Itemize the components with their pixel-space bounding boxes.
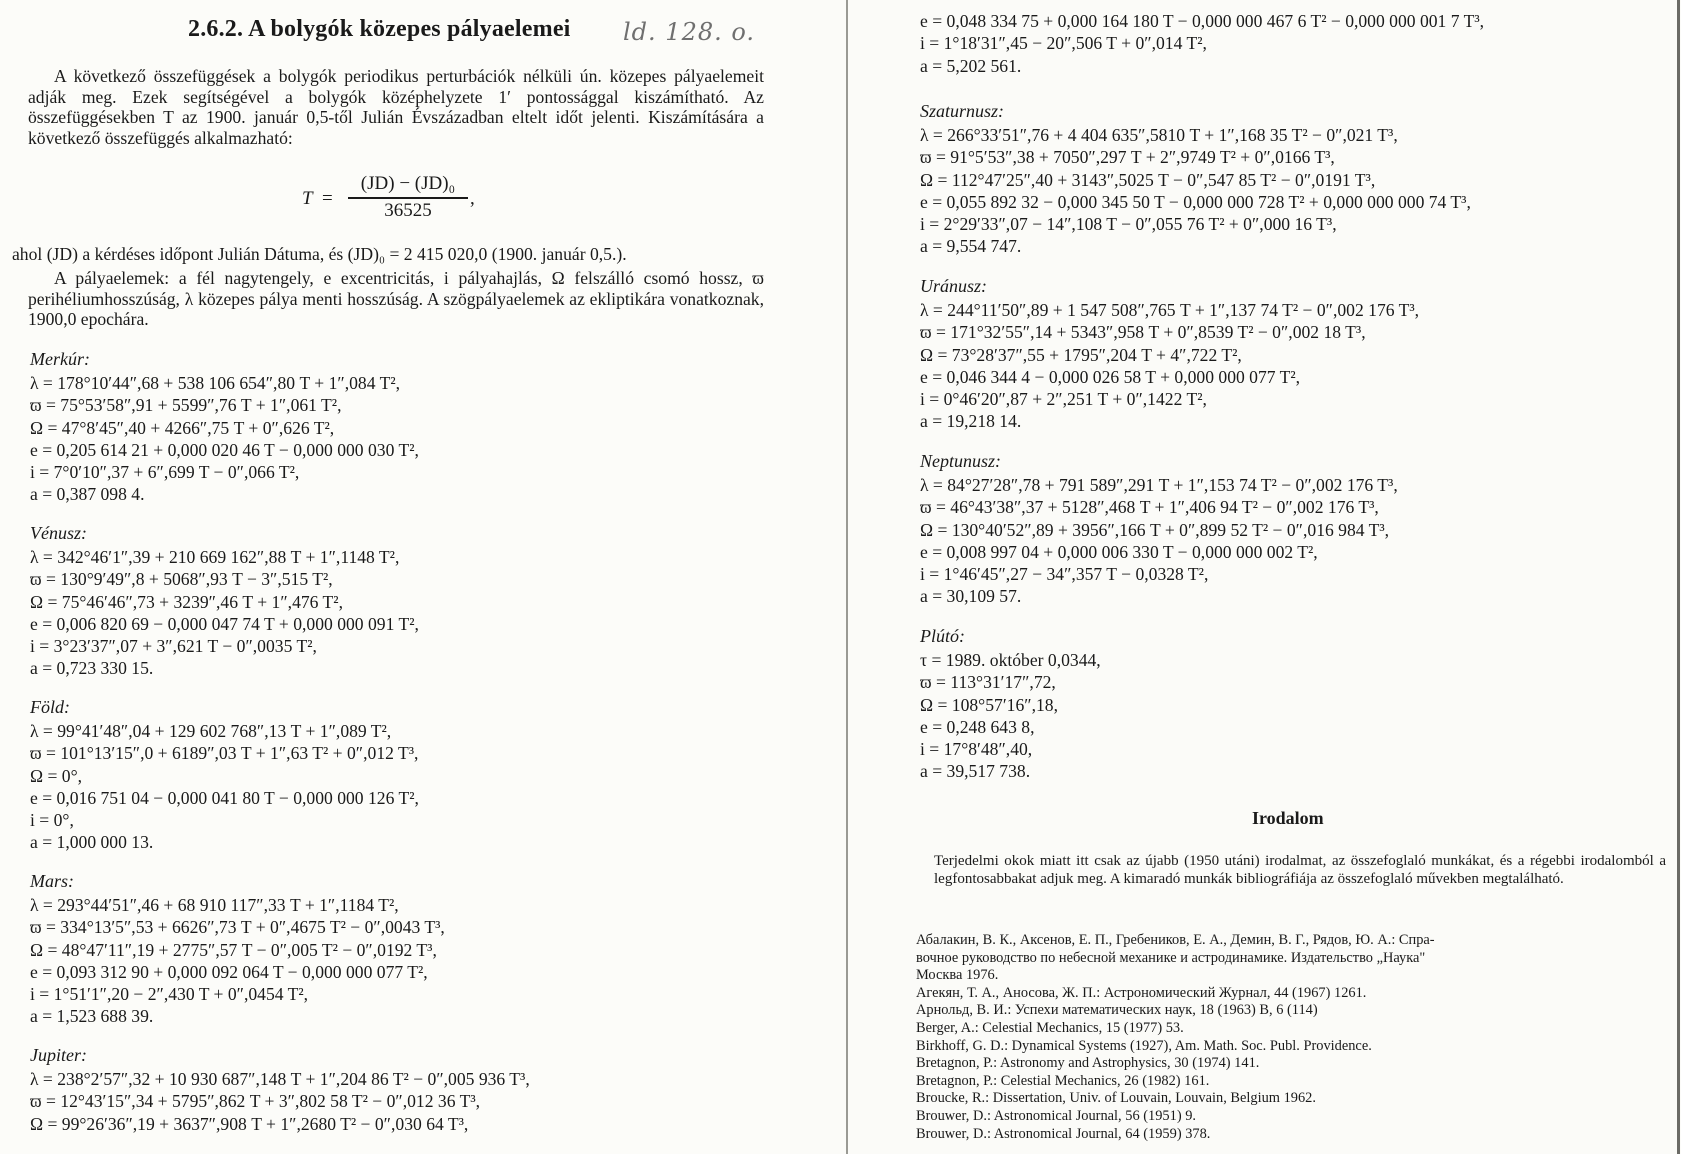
eq-e: e = 0,248 643 8, <box>920 716 1035 737</box>
eq-varpi: ϖ = 75°53′58″,91 + 5599″,76 T + 1″,061 T², <box>30 395 342 416</box>
reference-line: Москва 1976. <box>916 967 999 984</box>
planet-name: Uránusz: <box>920 276 988 296</box>
planet-block-mars <box>30 870 445 1028</box>
reference-item <box>916 932 1666 985</box>
eq-i: i = 17°8′48″,40, <box>920 739 1033 760</box>
reference-item: Bretagnon, P.: Celestial Mechanics, 26 (1982) 161. <box>916 1072 1210 1089</box>
planet-block-pluto <box>920 625 1101 783</box>
eq-omega: Ω = 75°46′46″,73 + 3239″,46 T + 1″,476 T², <box>30 591 343 612</box>
formula-denominator: 36525 <box>384 200 432 221</box>
eq-e: e = 0,046 344 4 − 0,000 026 58 T + 0,000 000 077 T², <box>920 366 1301 387</box>
reference-item: Bretagnon, P.: Astronomy and Astrophysics, 30 (1974) 141. <box>916 1055 1260 1072</box>
intro-paragraph: A következő összefüggések a bolygók periodikus perturbációk nélküli ún. közepes pályaelemeit adják meg. Ezek segítségével a bolygók középhelyzete 1′ pontossággal kiszámítható. Az összefüggésekben T az 1900. január 0,5-től Julián Évszázadban eltelt időt jelenti. Kiszámítására a következő összefüggés alkalmazható: <box>28 66 764 148</box>
eq-omega: Ω = 130°40′52″,89 + 3956″,166 T + 0″,899 52 T² − 0″,016 984 T³, <box>920 519 1390 540</box>
eq-varpi: ϖ = 113°31′17″,72, <box>920 672 1056 693</box>
eq-i: i = 1°46′45″,27 − 34″,357 T − 0,0328 T², <box>920 564 1209 585</box>
reference-item: Birkhoff, G. D.: Dynamical Systems (1927), Am. Math. Soc. Publ. Providence. <box>916 1037 1372 1054</box>
eq-omega: Ω = 47°8′45″,40 + 4266″,75 T + 0″,626 T², <box>30 417 335 438</box>
eq-e: e = 0,008 997 04 + 0,000 006 330 T − 0,000 000 002 T², <box>920 541 1318 562</box>
eq-i: i = 7°0′10″,37 + 6″,699 T − 0″,066 T², <box>30 462 300 483</box>
eq-a: a = 19,218 14. <box>920 411 1022 432</box>
eq-varpi: ϖ = 171°32′55″,14 + 5343″,958 T + 0″,8539 T² − 0″,002 18 T³, <box>920 322 1366 343</box>
eq-i: i = 2°29′33″,07 − 14″,108 T − 0″,055 76 T² + 0″,000 16 T³, <box>920 214 1337 235</box>
literature-heading: Irodalom <box>1252 808 1324 828</box>
formula-equals: = <box>322 188 333 209</box>
time-formula <box>302 173 502 229</box>
formula-lhs: T <box>302 188 313 209</box>
left-page <box>0 0 790 1154</box>
planet-name: Merkúr: <box>30 349 90 369</box>
eq-i: i = 3°23′37″,07 + 3″,621 T − 0″,0035 T², <box>30 636 317 657</box>
handwritten-note: ld. 128. o. <box>623 18 756 46</box>
planet-name: Vénusz: <box>30 523 87 543</box>
reference-line: вочное руководство по небесной механике и астродинамике. Издательство „Наука" <box>916 949 1426 966</box>
eq-lambda: λ = 342°46′1″,39 + 210 669 162″,88 T + 1″,1148 T², <box>30 547 400 567</box>
planet-name: Jupiter: <box>30 1045 87 1065</box>
elements-paragraph: A pályaelemek: a fél nagytengely, e excentricitás, i pályahajlás, Ω felszálló csomó hossz, ϖ perihéliumhosszúság, λ közepes pálya menti hosszúság. A szögpályaelemek az ekliptikára vonatkoznak, 1900,0 epochára. <box>28 268 764 330</box>
planet-name: Mars: <box>30 871 74 891</box>
planet-block-jupiter <box>30 1044 530 1135</box>
reference-item: Broucke, R.: Dissertation, Univ. of Louvain, Louvain, Belgium 1962. <box>916 1090 1316 1107</box>
reference-item: Brouwer, D.: Astronomical Journal, 56 (1951) 9. <box>916 1107 1196 1124</box>
eq-a: a = 9,554 747. <box>920 236 1022 257</box>
eq-varpi: ϖ = 101°13′15″,0 + 6189″,03 T + 1″,63 T² + 0″,012 T³, <box>30 743 419 764</box>
page-edge <box>1677 0 1680 1154</box>
eq-i: i = 0°46′20″,87 + 2″,251 T + 0″,1422 T², <box>920 389 1207 410</box>
eq-omega: Ω = 99°26′36″,19 + 3637″,908 T + 1″,2680 T² − 0″,030 64 T³, <box>30 1113 469 1134</box>
planet-block-merkur <box>30 348 419 506</box>
eq-lambda: λ = 84°27′28″,78 + 791 589″,291 T + 1″,153 74 T² − 0″,002 176 T³, <box>920 475 1398 495</box>
eq-a: a = 1,000 000 13. <box>30 832 154 853</box>
planet-name: Szaturnusz: <box>920 101 1005 121</box>
eq-e: e = 0,093 312 90 + 0,000 092 064 T − 0,000 000 077 T², <box>30 961 428 982</box>
reference-line: Абалакин, В. К., Аксенов, Е. П., Гребеников, Е. А., Демин, В. Г., Рядов, Ю. А.: Спра- <box>916 932 1435 948</box>
eq-omega: Ω = 48°47′11″,19 + 2775″,57 T − 0″,005 T² − 0″,0192 T³, <box>30 939 437 960</box>
eq-a: a = 5,202 561. <box>920 55 1022 76</box>
reference-item: Berger, A.: Celestial Mechanics, 15 (1977) 53. <box>916 1019 1184 1036</box>
eq-lambda: λ = 178°10′44″,68 + 538 106 654″,80 T + 1″,084 T², <box>30 373 401 393</box>
eq-a: a = 0,723 330 15. <box>30 658 154 679</box>
eq-lambda: λ = 266°33′51″,76 + 4 404 635″,5810 T + 1″,168 35 T² − 0″,021 T³, <box>920 125 1398 145</box>
eq-e: e = 0,006 820 69 − 0,000 047 74 T + 0,000 000 091 T², <box>30 613 419 634</box>
planet-name: Plútó: <box>920 626 965 646</box>
eq-omega: Ω = 0°, <box>30 765 83 786</box>
eq-lambda: λ = 238°2′57″,32 + 10 930 687″,148 T + 1″,204 86 T² − 0″,005 936 T³, <box>30 1069 530 1089</box>
section-heading <box>188 14 756 54</box>
planet-block-venusz <box>30 522 419 680</box>
planet-block-neptunusz <box>920 450 1398 608</box>
reference-item: Brouwer, D.: Astronomical Journal, 64 (1959) 378. <box>916 1125 1211 1142</box>
eq-lambda: λ = 244°11′50″,89 + 1 547 508″,765 T + 1″,137 74 T² − 0″,002 176 T³, <box>920 300 1420 320</box>
reference-list <box>916 932 1666 1143</box>
eq-lambda: λ = 293°44′51″,46 + 68 910 117″,33 T + 1″,1184 T², <box>30 895 399 915</box>
planet-name: Föld: <box>30 697 70 717</box>
formula-numerator: (JD) − (JD)₀ <box>360 173 456 194</box>
eq-omega: Ω = 73°28′37″,55 + 1795″,204 T + 4″,722 T², <box>920 344 1242 365</box>
eq-e: e = 0,016 751 04 − 0,000 041 80 T − 0,000 000 126 T², <box>30 787 419 808</box>
eq-a: a = 1,523 688 39. <box>30 1006 154 1027</box>
literature-intro: Terjedelmi okok miatt itt csak az újabb (1950 utáni) irodalmat, az összefoglaló munkákat, és a régebbi irodalomból a legfontosabbakat adjuk meg. A kimaradó munkák bibliográfiája az összefoglaló művekben megtalálható. <box>934 853 1666 887</box>
eq-e: e = 0,055 892 32 − 0,000 345 50 T − 0,000 000 728 T² + 0,000 000 000 74 T³, <box>920 191 1471 212</box>
planet-block-jupiter-cont <box>920 10 1484 77</box>
planet-block-szaturnusz <box>920 100 1471 258</box>
eq-e: e = 0,048 334 75 + 0,000 164 180 T − 0,000 000 467 6 T² − 0,000 000 001 7 T³, <box>920 11 1485 31</box>
reference-item: Арнольд, В. И.: Успехи математических наук, 18 (1963) B, 6 (114) <box>916 1002 1318 1019</box>
eq-varpi: ϖ = 46°43′38″,37 + 5128″,468 T + 1″,406 94 T² − 0″,002 176 T³, <box>920 497 1379 518</box>
eq-a: a = 39,517 738. <box>920 761 1031 782</box>
planet-block-uranusz <box>920 275 1419 433</box>
ahol-paragraph: ahol (JD) a kérdéses időpont Julián Dátuma, és (JD)₀ = 2 415 020,0 (1900. január 0,5.). <box>12 244 627 264</box>
eq-a: a = 30,109 57. <box>920 586 1022 607</box>
eq-i: i = 1°18′31″,45 − 20″,506 T + 0″,014 T², <box>920 33 1207 54</box>
eq-varpi: ϖ = 334°13′5″,53 + 6626″,73 T + 0″,4675 T² − 0″,0043 T³, <box>30 917 445 938</box>
eq-omega: Ω = 112°47′25″,40 + 3143″,5025 T − 0″,547 85 T² − 0″,0191 T³, <box>920 169 1376 190</box>
reference-item: Агекян, Т. А., Аносова, Ж. П.: Астрономический Журнал, 44 (1967) 1261. <box>916 984 1367 1001</box>
planet-block-fold <box>30 696 419 854</box>
eq-i: i = 1°51′1″,20 − 2″,430 T + 0″,0454 T², <box>30 984 309 1005</box>
eq-omega: Ω = 108°57′16″,18, <box>920 694 1058 715</box>
fraction-bar <box>348 197 468 199</box>
planet-name: Neptunusz: <box>920 451 1001 471</box>
page-fold <box>846 0 848 1154</box>
eq-tau: τ = 1989. október 0,0344, <box>920 650 1101 670</box>
eq-varpi: ϖ = 91°5′53″,38 + 7050″,297 T + 2″,9749 T² + 0″,0166 T³, <box>920 147 1335 168</box>
section-title: 2.6.2. A bolygók közepes pályaelemei <box>188 16 571 42</box>
eq-a: a = 0,387 098 4. <box>30 484 145 505</box>
formula-trail: , <box>470 188 475 209</box>
eq-varpi: ϖ = 12°43′15″,34 + 5795″,862 T + 3″,802 58 T² − 0″,012 36 T³, <box>30 1091 480 1112</box>
eq-e: e = 0,205 614 21 + 0,000 020 46 T − 0,000 000 030 T², <box>30 439 419 460</box>
eq-lambda: λ = 99°41′48″,04 + 129 602 768″,13 T + 1″,089 T², <box>30 721 392 741</box>
eq-i: i = 0°, <box>30 810 74 831</box>
eq-varpi: ϖ = 130°9′49″,8 + 5068″,93 T − 3″,515 T², <box>30 569 333 590</box>
